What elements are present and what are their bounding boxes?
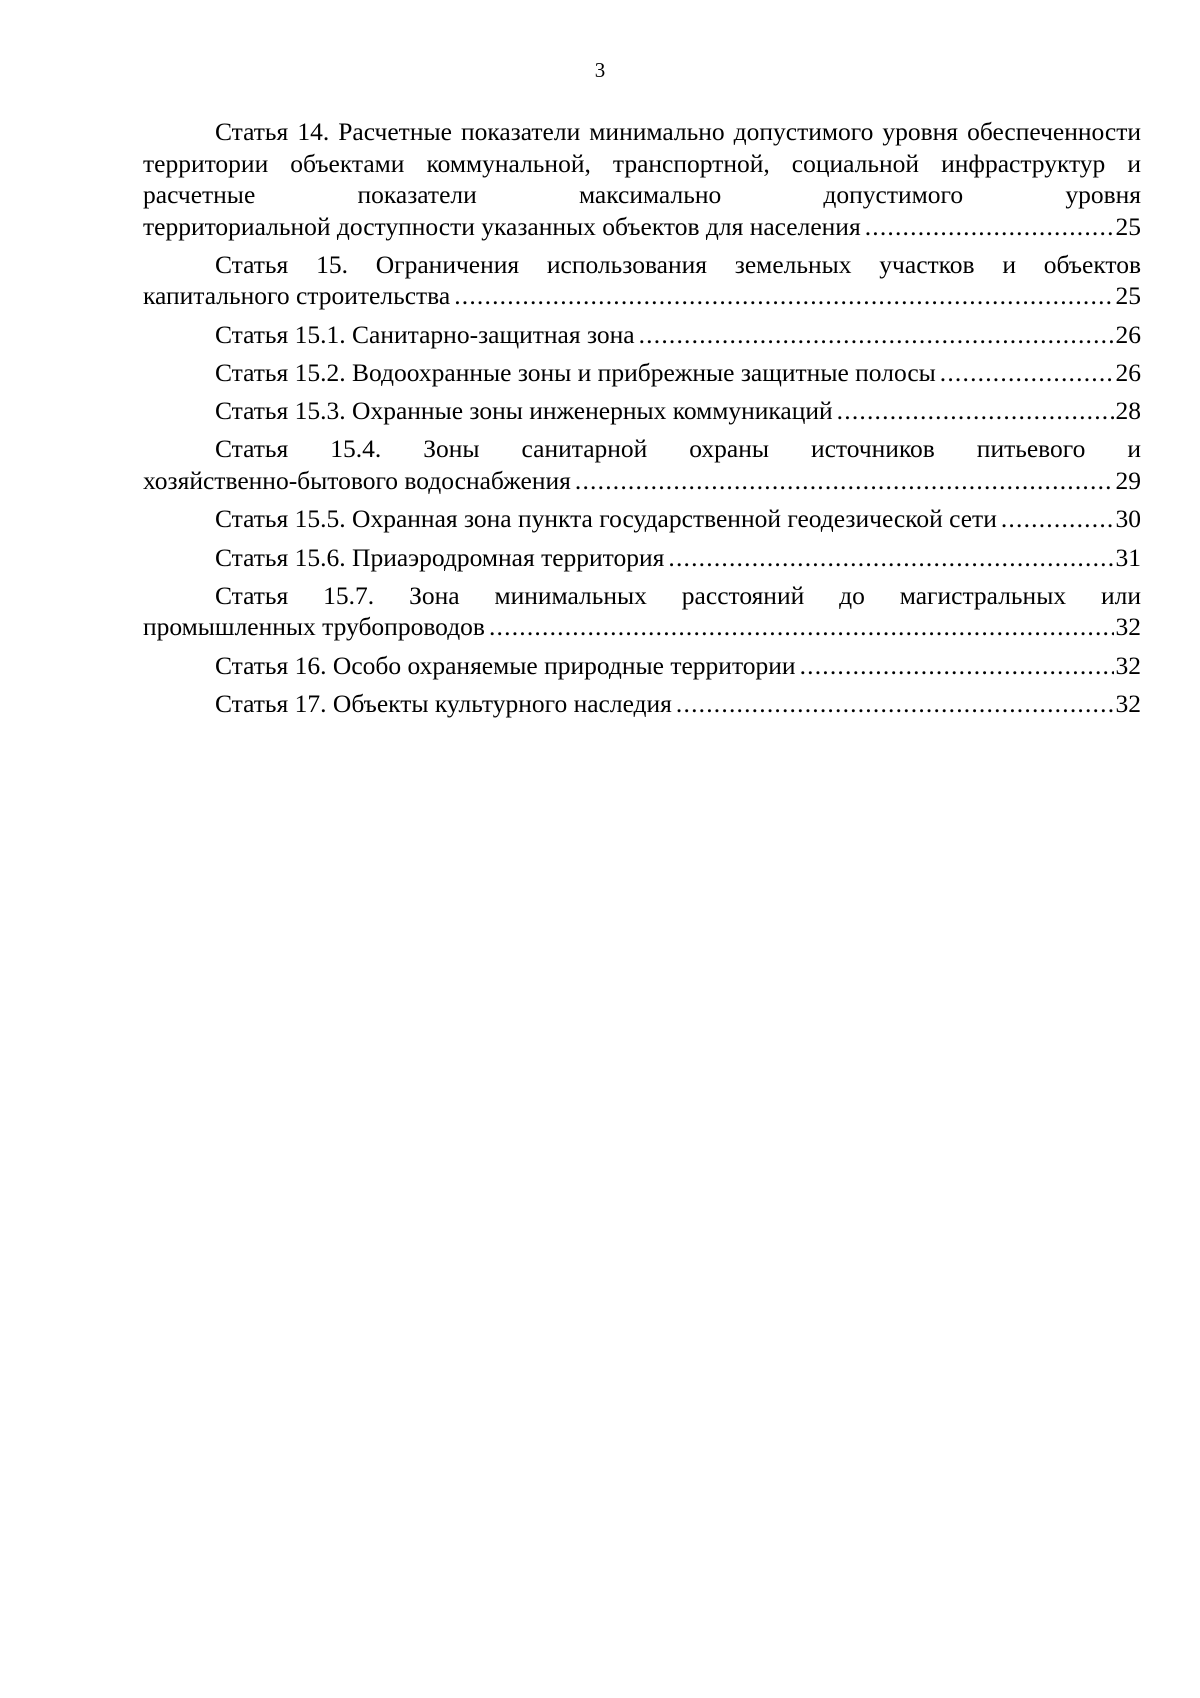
toc-entry-title-end: капитального строительства (143, 281, 451, 311)
toc-entry-15-6[interactable] (143, 542, 1141, 574)
dot-leader (800, 650, 1114, 682)
toc-entry-17[interactable] (143, 688, 1141, 720)
toc-entry-15-2[interactable] (143, 357, 1141, 389)
dot-leader (668, 542, 1113, 574)
toc-entry-title: Статья 15.5. Охранная зона пункта государственной геодезической сети (215, 504, 997, 534)
toc-entry-title-end: промышленных трубопроводов (143, 612, 485, 642)
toc-page-number: 32 (1115, 612, 1141, 642)
toc-page-number: 29 (1115, 465, 1141, 495)
toc-entry-15-7[interactable] (143, 580, 1141, 643)
dot-leader (865, 211, 1114, 243)
toc-entry-title-end: хозяйственно-бытового водоснабжения (143, 465, 571, 495)
toc-page-number: 31 (1115, 542, 1141, 572)
toc-page-number: 25 (1115, 281, 1141, 311)
toc-entry-title: Статья 15.2. Водоохранные зоны и прибрежные защитные полосы (215, 357, 936, 387)
toc-entry-15-5[interactable] (143, 503, 1141, 535)
toc-entry-title: Статья 15. Ограничения использования земельных участков и объектов (215, 249, 1141, 279)
toc-entry-15[interactable] (143, 249, 1141, 312)
toc-page-number: 28 (1115, 396, 1141, 426)
toc-entry-14[interactable] (143, 116, 1141, 242)
toc-entry-title: Статья 15.4. Зоны санитарной охраны источников питьевого и (215, 434, 1141, 464)
dot-leader (575, 465, 1114, 497)
toc-entry-title: Статья 14. Расчетные показатели минимально допустимого уровня обеспеченности территории объектами коммунальной, транспортной, социальной инфраструктур и расчетные показатели максимально допустимого уровня (143, 117, 1141, 209)
toc-entry-title: Статья 17. Объекты культурного наследия (215, 688, 672, 718)
page-number: 3 (594, 58, 606, 82)
toc-entry-title-end: территориальной доступности указанных объектов для населения (143, 211, 861, 241)
toc-entry-title: Статья 15.1. Санитарно-защитная зона (215, 319, 635, 349)
toc-page-number: 30 (1115, 504, 1141, 534)
toc-entry-title: Статья 15.3. Охранные зоны инженерных коммуникаций (215, 396, 833, 426)
dot-leader (454, 280, 1113, 312)
toc-entry-title: Статья 15.6. Приаэродромная территория (215, 542, 665, 572)
dot-leader (489, 611, 1114, 643)
dot-leader (940, 357, 1114, 389)
toc-entry-15-4[interactable] (143, 433, 1141, 496)
toc-page-number: 25 (1115, 211, 1141, 241)
toc-entry-16[interactable] (143, 650, 1141, 682)
toc-entry-title: Статья 15.7. Зона минимальных расстояний до магистральных или (215, 580, 1141, 610)
toc-entry-title: Статья 16. Особо охраняемые природные территории (215, 650, 796, 680)
dot-leader (639, 319, 1114, 351)
toc-page-number: 26 (1115, 357, 1141, 387)
toc-page-number: 32 (1115, 688, 1141, 718)
dot-leader (676, 688, 1114, 720)
toc-page-number: 32 (1115, 650, 1141, 680)
toc-page-number: 26 (1115, 319, 1141, 349)
table-of-contents (143, 116, 1141, 726)
toc-entry-15-1[interactable] (143, 319, 1141, 351)
dot-leader (837, 395, 1114, 427)
dot-leader (1001, 503, 1114, 535)
toc-entry-15-3[interactable] (143, 395, 1141, 427)
